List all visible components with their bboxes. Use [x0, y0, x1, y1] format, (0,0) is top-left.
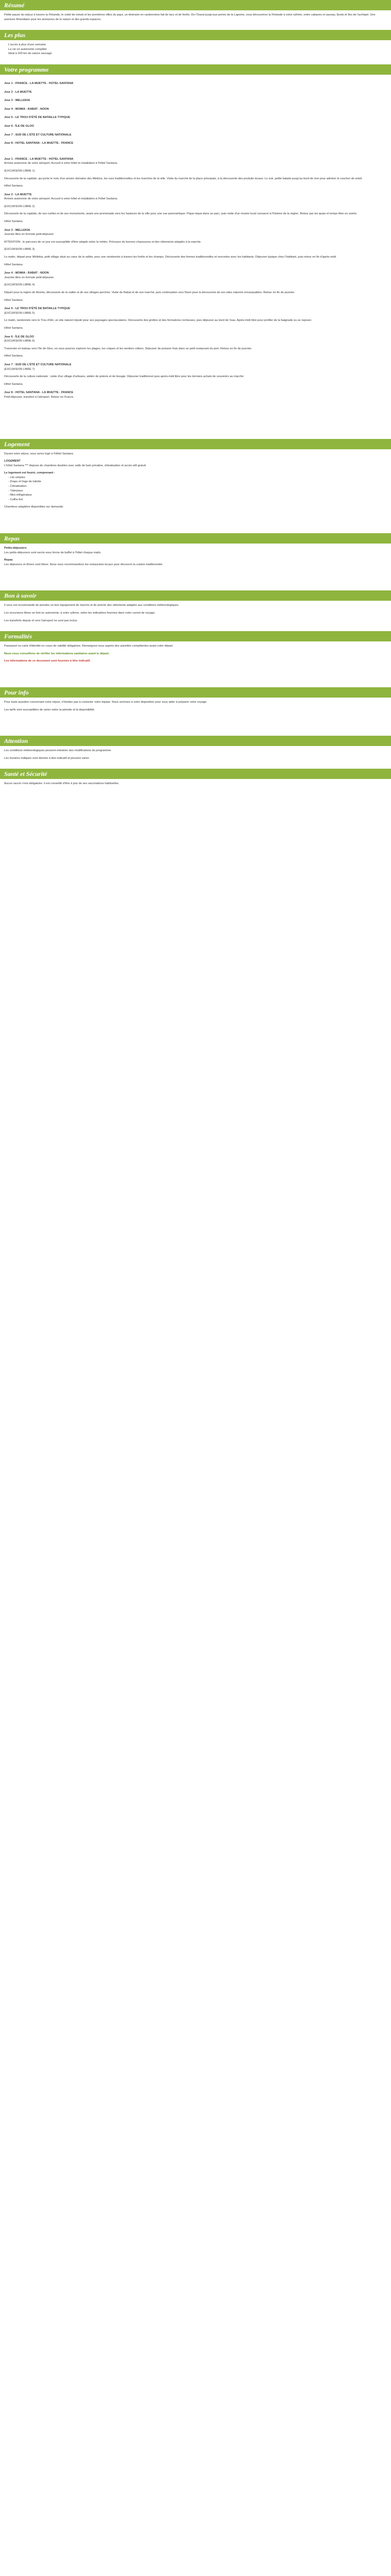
- day-paragraph: Traversée en bateau vers l'île de Gloo, où vous pourrez explorer les plages, les criques et les sentiers côtiers. Déjeuner de poisson frais dans un petit restaurant du port. Retour en fin de journée.: [4, 347, 252, 350]
- info-heading: Pour info: [0, 687, 391, 698]
- plus-section: [0, 40, 391, 64]
- day-paragraph: Découverte de la capitale, qui porte le nom d'un ancien domaine des Médicis, les rues traditionnelles et les marchés de la ville. Visite du marché de la place principale, à la découverte des produits locaux. Le soir, petite balade jusqu'au bord de mer pour admirer le coucher de soleil.: [4, 177, 363, 180]
- logement-list-item: - Lits simples: [8, 476, 387, 480]
- resume-text: Petite pause du séjour à travers la Finlande, le soleil de minuit et les premières villes du pays, un itinéraire en randonnées fait de lacs et de forêts. De l'Ouest jusqu'aux portes de la Laponie, vous découvrirez la Finlande à votre rythme, entre cabanes et saunas, fjords et îles de l'archipel. Une aventure finlandaise pour les amoureux de la nature et des grands espaces.: [4, 13, 376, 21]
- attention-text: Les conditions météorologiques peuvent entraîner des modifications du programme.: [4, 749, 112, 753]
- logement-section: [0, 449, 391, 518]
- day-paragraph: Arrivée autonome de votre aéroport. Accueil à votre hôtel et installation à l'hôtel Santana.: [4, 197, 118, 201]
- day-paragraph: Hôtel Santana.: [4, 326, 24, 330]
- day-paragraph: Hôtel Santana.: [4, 354, 24, 358]
- day-paragraph: Hôtel Santana.: [4, 382, 24, 386]
- info-text: Pour toute question concernant votre séjour, n'hésitez pas à contacter notre équipe. Nous sommes à votre disposition pour vous aider à préparer votre voyage.: [4, 700, 207, 704]
- day-title: Jour 4 : MOMIA - RABAT - NOON: [4, 107, 49, 111]
- day-title: Jour 7 : SUD DE L'ÉTÉ ET CULTURE NATIONALE: [4, 133, 72, 137]
- day-title: Jour 8 : HOTEL SANTANA - LA MUETTE - FRANCE: [4, 391, 73, 395]
- day-paragraph: Hôtel Santana.: [4, 220, 24, 224]
- day-paragraph: Journée libre en formule petit-déjeuner.: [4, 276, 55, 279]
- formalites-note: Nous vous conseillons de vérifier les informations sanitaires avant le départ.: [4, 652, 110, 655]
- logement-label: Le logement est fourni, comprenant :: [4, 471, 55, 475]
- repas-section: [0, 544, 391, 575]
- day-paragraph: Le matin, randonnée vers le Trou d'été, un site naturel réputé pour ses paysages spectaculaires. Découverte des grottes et des formations rocheuses, puis déjeuner au bord de l'eau. Après-midi libre pour profiter de la baignade ou se reposer.: [4, 319, 312, 323]
- sante-section: [0, 779, 391, 794]
- day-paragraph: (EXCURSION LIBRE 4): [4, 283, 35, 287]
- plus-item: Idéal à 200 km de nature sauvage: [8, 52, 52, 56]
- day-paragraph: Hôtel Santana.: [4, 263, 24, 266]
- boire-text: Les excursions libres se font en autonomie, à votre rythme, selon les indications fournies dans votre carnet de voyage.: [4, 612, 156, 615]
- boire-text: Il vous est recommandé de prendre un bon équipement de marche et de prévoir des vêtements adaptés aux conditions météorologiques.: [4, 604, 180, 607]
- day-title: Jour 5 : LE TROU D'ÉTÉ DE BATAILLE TYPIQUE: [4, 307, 70, 311]
- day-paragraph: Arrivée autonome de votre aéroport. Accueil à votre hôtel et installation à l'hôtel Santana.: [4, 162, 118, 165]
- boire-heading: Bon à savoir: [0, 590, 391, 601]
- day-paragraph: (EXCURSION LIBRE 7): [4, 367, 35, 371]
- day-title: Jour 2 : LA MUETTE: [4, 193, 32, 196]
- sante-heading: Santé et Sécurité: [0, 769, 391, 779]
- plus-heading: Les plus: [0, 30, 391, 40]
- day-paragraph: Départ pour la région de Momia, découverte de la vallée et de ses villages perchés. Visite de Rabat et de son marché, puis continuation vers Noon pour la découverte de ses sites naturels remarquables. Retour en fin de journée.: [4, 291, 295, 294]
- logement-list-item: - Mini-réfrigérateur: [8, 493, 387, 498]
- logement-text: L'hôtel Santana *** dispose de chambres doubles avec salle de bain privative, climatisation et accès wifi gratuit.: [4, 464, 146, 467]
- logement-list-item: - Coffre-fort: [8, 498, 387, 502]
- formalites-note: Les informations de ce document sont fournies à titre indicatif.: [4, 659, 91, 663]
- day-title: Jour 1 : FRANCE - LA MUETTE - HOTEL SANTANA: [4, 81, 74, 85]
- attention-section: [0, 746, 391, 769]
- day-paragraph: (EXCURSION LIBRE 3): [4, 248, 35, 251]
- day-paragraph: (EXCURSION LIBRE 6): [4, 340, 35, 343]
- day-title: Jour 7 : SUD DE L'ÉTÉ ET CULTURE NATIONALE: [4, 363, 72, 366]
- resume-heading: Résumé: [0, 0, 391, 10]
- day-paragraph: Hôtel Santana.: [4, 184, 24, 188]
- trip-document: [0, 0, 391, 794]
- sante-text: Aucun vaccin n'est obligatoire. Il est conseillé d'être à jour de ses vaccinations habituelles.: [4, 782, 120, 786]
- repas-label: Petits-déjeuners: [4, 547, 27, 550]
- formalites-section: [0, 641, 391, 672]
- plus-item: L'accès à plus d'une semaine: [8, 43, 46, 47]
- day-paragraph: Découverte de la culture nationale : visite d'un village d'artisans, atelier de poterie et de tissage. Déjeuner traditionnel puis après-midi libre pour les derniers achats de souvenirs au marché.: [4, 375, 245, 379]
- day-paragraph: (EXCURSION LIBRE 5): [4, 311, 35, 315]
- day-title: Jour 3 : MELLEKIA: [4, 228, 30, 232]
- day-paragraph: Journée libre en formule petit-déjeuner.: [4, 233, 55, 236]
- info-text: Les tarifs sont susceptibles de varier selon la période et la disponibilité.: [4, 708, 95, 711]
- formalites-notes: [4, 652, 387, 664]
- day-paragraph: ATTENTION : le parcours de ce jour est susceptible d'être adapté selon la météo. Prévoyez de bonnes chaussures et des vêtements adaptés à la marche.: [4, 240, 202, 244]
- day-title: Jour 8 : HOTEL SANTANA - LA MUETTE - FRANCE: [4, 142, 73, 145]
- logement-intro: Durant votre séjour, vous serez logé à l'Hôtel Santana.: [4, 452, 74, 455]
- logement-list: [4, 476, 387, 502]
- info-section: [0, 698, 391, 720]
- day-paragraph: (EXCURSION LIBRE 1): [4, 169, 35, 173]
- programme-section: [0, 75, 391, 408]
- day-title: Jour 5 : LE TROU D'ÉTÉ DE BATAILLE TYPIQUE: [4, 116, 70, 120]
- formalites-heading: Formalités: [0, 631, 391, 641]
- day-title: Jour 6 : ÎLE DE GLOO: [4, 124, 34, 128]
- repas-label: Repas: [4, 558, 13, 562]
- resume-section: [0, 10, 391, 30]
- plus-item: La vie en autonomie complète: [8, 47, 47, 51]
- boire-text: Les transferts depuis et vers l'aéroport ne sont pas inclus.: [4, 619, 78, 622]
- programme-heading: Votre programme: [0, 64, 391, 75]
- logement-text: Chambres adaptées disponibles sur demande.: [4, 505, 64, 509]
- repas-text: Les petits-déjeuners sont servis sous forme de buffet à l'hôtel chaque matin.: [4, 551, 102, 554]
- logement-label: LOGEMENT: [4, 460, 21, 463]
- attention-heading: Attention: [0, 736, 391, 746]
- day-title: Jour 1 : FRANCE - LA MUETTE - HOTEL SANTANA: [4, 157, 74, 161]
- logement-list-item: - Télévision: [8, 489, 387, 494]
- repas-heading: Repas: [0, 533, 391, 544]
- formalites-text: Passeport ou carte d'identité en cours de validité obligatoire. Renseignez-vous auprès des autorités compétentes avant votre départ.: [4, 645, 174, 648]
- logement-heading: Logement: [0, 439, 391, 449]
- day-title: Jour 4 : MOMIA - RABAT - NOON: [4, 272, 49, 275]
- day-title: Jour 6 : ÎLE DE GLOO: [4, 335, 34, 338]
- day-paragraph: Hôtel Santana.: [4, 298, 24, 302]
- logement-list-item: - Climatisation: [8, 484, 387, 489]
- repas-text: Les déjeuners et dîners sont libres. Nous vous recommandons les restaurants locaux pour découvrir la cuisine traditionnelle.: [4, 563, 164, 566]
- day-paragraph: Découverte de la capitale, de ses ruelles et de ses monuments, avant une promenade vers les hauteurs de la ville pour une vue panoramique. Pique-nique dans un parc, puis visite d'un musée local consacré à l'histoire de la région. Retour par les quais et temps libre en soirée.: [4, 212, 357, 216]
- day-title: Jour 3 : MELLEKIA: [4, 99, 30, 103]
- logement-list-item: - Draps et linge de toilette: [8, 480, 387, 484]
- plus-list: [4, 43, 387, 56]
- boire-section: [0, 601, 391, 631]
- day-title: Jour 2 : LA MUETTE: [4, 90, 32, 94]
- attention-text: Les horaires indiqués sont donnés à titre indicatif et peuvent varier.: [4, 756, 90, 760]
- day-paragraph: Petit-déjeuner, transfert à l'aéroport. Retour en France.: [4, 395, 74, 399]
- day-paragraph: (EXCURSION LIBRE 2): [4, 205, 35, 208]
- day-paragraph: Le matin, départ pour Mellekia, petit village situé au cœur de la vallée, pour une randonnée à travers les forêts et les champs. Découverte des fermes traditionnelles et rencontre avec les habitants. Déjeuner typique chez l'habitant, puis retour en fin d'après-midi.: [4, 256, 337, 259]
